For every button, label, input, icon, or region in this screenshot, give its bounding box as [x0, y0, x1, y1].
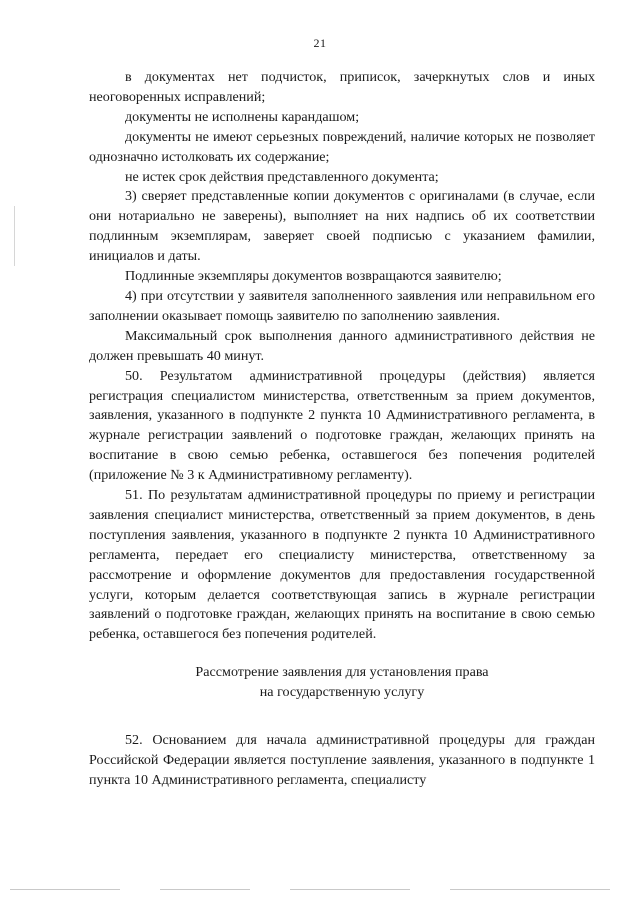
paragraph-no-pencil: документы не исполнены карандашом;	[125, 108, 360, 125]
paragraph-51: 51. По результатам административной процедуры по приему и регистрации заявления специалист министерства, ответственный за прием документов, в день поступления заявления, указанного в подпункте 2 пункта 10 Административного регламента, передает его специалисту министерства, ответственному за рассмотрение и оформление документов для предоставления государственной услуги, которым делается соответствующая запись в журнале регистрации заявлений о подготовке граждан, желающих принять на воспитание в свою семью ребенка, оставшегося без попечения родителей.	[89, 487, 595, 643]
paragraph-validity: не истек срок действия представленного документа;	[125, 168, 439, 185]
section-heading-line-1: Рассмотрение заявления для установления права	[195, 664, 489, 681]
section-heading-line-2: на государственную услугу	[259, 684, 425, 701]
paragraph-50: 50. Результатом административной процедуры (действия) является регистрация специалистом министерства, ответственным за прием документов, заявления, указанного в подпункте 2 пункта 10 Административного регламента, в журнале регистрации заявлений о подготовке граждан, желающих принять на воспитание в свою семью ребенка, оставшегося без попечения родителей (приложение № 3 к Административному регламенту).	[89, 367, 595, 484]
scan-artifact-bottom	[10, 889, 120, 890]
document-body	[89, 68, 595, 791]
scan-artifact-margin	[14, 206, 15, 266]
scan-artifact-bottom	[290, 889, 410, 890]
paragraph-no-damage: документы не имеют серьезных повреждений, наличие которых не позволяет однозначно истолковать их содержание;	[89, 128, 595, 165]
paragraph-max-time: Максимальный срок выполнения данного административного действия не должен превышать 40 минут.	[89, 327, 595, 364]
paragraph-52: 52. Основанием для начала административной процедуры для граждан Российской Федерации является поступление заявления, указанного в подпункте 1 пункта 10 Административного регламента, специалисту	[89, 732, 595, 788]
paragraph-item-4: 4) при отсутствии у заявителя заполненного заявления или неправильном его заполнении оказывает помощь заявителю по заполнению заявления.	[89, 287, 595, 324]
section-heading	[89, 663, 595, 703]
scan-artifact-bottom	[160, 889, 250, 890]
paragraph-item-3: 3) сверяет представленные копии документов с оригиналами (в случае, если они нотариально не заверены), выполняет на них надпись об их соответствии подлинным экземплярам, заверяет своей подписью с указанием фамилии, инициалов и даты.	[89, 188, 595, 265]
paragraph-no-erasures: в документах нет подчисток, приписок, зачеркнутых слов и иных неоговоренных исправлений;	[89, 69, 595, 105]
page-number: 21	[313, 36, 327, 50]
scan-artifact-bottom	[450, 889, 610, 890]
paragraph-originals-returned: Подлинные экземпляры документов возвращаются заявителю;	[125, 268, 502, 285]
